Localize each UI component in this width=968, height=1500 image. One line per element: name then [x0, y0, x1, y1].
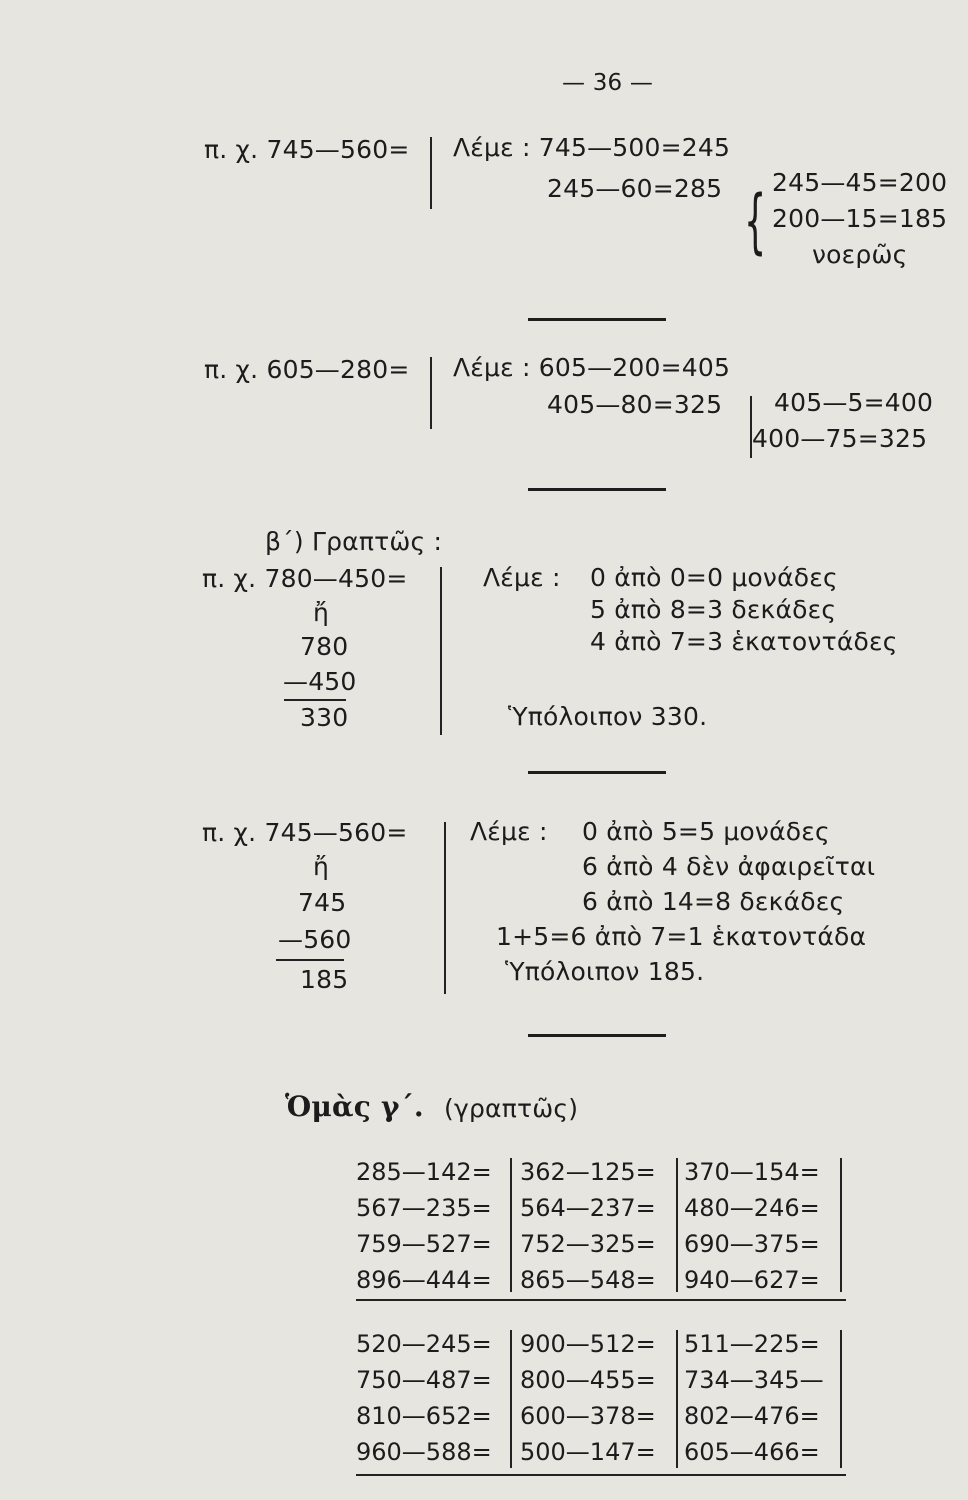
ex3-problem: π. χ. 780—450=	[202, 564, 408, 593]
bottom-rule	[356, 1474, 846, 1476]
ex2-line2: 405—80=325	[547, 390, 723, 419]
group-c-title: Ὁμὰς γ΄.	[285, 1090, 424, 1123]
exercise-item: 734—345—	[684, 1366, 824, 1394]
ex1-line2: 245—60=285	[547, 174, 723, 203]
exercise-item: 690—375=	[684, 1230, 820, 1258]
block2-col-divider	[510, 1330, 512, 1468]
ex3-sum-rule	[284, 699, 346, 701]
ex4-minuend: 745	[298, 888, 347, 917]
ex3-subtrahend: —450	[283, 667, 357, 696]
ex1-problem: π. χ. 745—560=	[204, 135, 410, 164]
ex3-or: ἤ	[313, 598, 330, 627]
separator-rule	[528, 1034, 666, 1037]
exercise-item: 940—627=	[684, 1266, 820, 1294]
ex3-minuend: 780	[300, 632, 349, 661]
exercise-item: 960—588=	[356, 1438, 492, 1466]
ex2-problem: π. χ. 605—280=	[204, 355, 410, 384]
separator-rule	[528, 318, 666, 321]
ex1-brace: {	[744, 180, 767, 262]
separator-rule	[528, 771, 666, 774]
exercise-item: 480—246=	[684, 1194, 820, 1222]
exercise-item: 564—237=	[520, 1194, 656, 1222]
exercise-item: 802—476=	[684, 1402, 820, 1430]
ex2-side2: 400—75=325	[752, 424, 928, 453]
exercise-item: 511—225=	[684, 1330, 820, 1358]
ex3-step1: 0 ἀπὸ 0=0 μονάδες	[590, 563, 838, 592]
exercise-item: 865—548=	[520, 1266, 656, 1294]
ex3-step3: 4 ἀπὸ 7=3 ἑκατοντάδες	[590, 627, 898, 656]
ex4-divider	[444, 822, 446, 994]
group-c-subtitle: (γραπτῶς)	[444, 1094, 579, 1123]
ex4-step3: 6 ἀπὸ 14=8 δεκάδες	[582, 887, 845, 916]
block2-col-divider	[840, 1330, 842, 1468]
ex1-side3: νοερῶς	[812, 240, 908, 269]
ex4-or: ἤ	[313, 852, 330, 881]
ex3-step2: 5 ἀπὸ 8=3 δεκάδες	[590, 595, 837, 624]
ex1-side2: 200—15=185	[772, 204, 948, 233]
ex1-divider	[430, 137, 432, 209]
ex1-side1: 245—45=200	[772, 168, 948, 197]
separator-rule	[528, 488, 666, 491]
exercise-item: 800—455=	[520, 1366, 656, 1394]
ex3-divider	[440, 567, 442, 735]
exercise-item: 900—512=	[520, 1330, 656, 1358]
block2-col-divider	[676, 1330, 678, 1468]
ex4-sum-rule	[276, 959, 344, 961]
exercise-item: 605—466=	[684, 1438, 820, 1466]
block1-col-divider	[840, 1158, 842, 1292]
ex3-lead: Λέμε :	[483, 563, 561, 592]
exercise-item: 567—235=	[356, 1194, 492, 1222]
ex2-side1: 405—5=400	[774, 388, 934, 417]
ex2-line1: Λέμε : 605—200=405	[453, 353, 731, 382]
exercise-item: 362—125=	[520, 1158, 656, 1186]
ex4-remainder: Ὑπόλοιπον 185.	[505, 957, 705, 986]
exercise-item: 285—142=	[356, 1158, 492, 1186]
ex1-line1: Λέμε : 745—500=245	[453, 133, 731, 162]
block1-col-divider	[676, 1158, 678, 1292]
exercise-item: 759—527=	[356, 1230, 492, 1258]
page-number: — 36 —	[562, 70, 654, 96]
ex4-step4: 1+5=6 ἀπὸ 7=1 ἑκατοντάδα	[496, 922, 867, 951]
exercise-item: 600—378=	[520, 1402, 656, 1430]
ex2-divider	[430, 357, 432, 429]
block1-col-divider	[510, 1158, 512, 1292]
exercise-item: 752—325=	[520, 1230, 656, 1258]
ex4-lead: Λέμε :	[470, 817, 548, 846]
exercise-item: 370—154=	[684, 1158, 820, 1186]
ex4-subtrahend: —560	[278, 925, 352, 954]
section-b-heading: β΄) Γραπτῶς :	[265, 527, 443, 556]
exercise-item: 750—487=	[356, 1366, 492, 1394]
ex4-step1: 0 ἀπὸ 5=5 μονάδες	[582, 817, 830, 846]
ex4-problem: π. χ. 745—560=	[202, 818, 408, 847]
block-separator-rule	[356, 1299, 846, 1301]
exercise-item: 520—245=	[356, 1330, 492, 1358]
ex3-remainder: Ὑπόλοιπον 330.	[508, 702, 708, 731]
exercise-item: 810—652=	[356, 1402, 492, 1430]
exercise-item: 896—444=	[356, 1266, 492, 1294]
exercise-item: 500—147=	[520, 1438, 656, 1466]
ex4-step2: 6 ἀπὸ 4 δὲν ἀφαιρεῖται	[582, 852, 876, 881]
ex4-result: 185	[300, 965, 349, 994]
ex3-result: 330	[300, 703, 349, 732]
